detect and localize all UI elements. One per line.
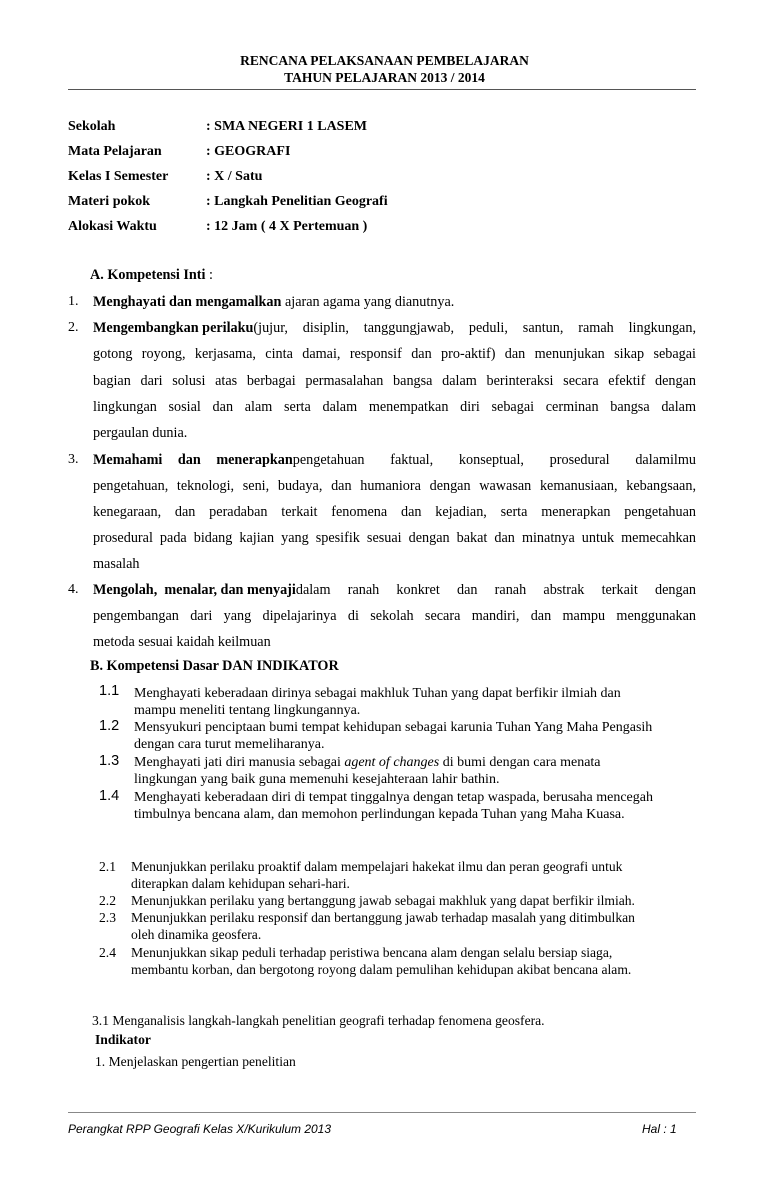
ki-text: prosedural pada bidang kajian yang spesifik sesuai dengan bakat dan minatnya untuk memecahkan (93, 530, 696, 546)
footer-left: Perangkat RPP Geografi Kelas X/Kurikulum 2013 (68, 1122, 332, 1136)
identity-label: Materi pokok (68, 194, 151, 209)
ki-lead: Menghayati dan mengamalkan (93, 294, 282, 310)
kd-text: Menunjukkan sikap peduli terhadap peristiwa bencana alam dengan selalu bersiap siaga, (131, 945, 613, 960)
footer-divider (68, 1112, 696, 1113)
kd-text: Menunjukkan perilaku proaktif dalam mempelajari hakekat ilmu dan peran geografi untuk (131, 859, 623, 874)
ki-line (93, 452, 696, 469)
kd-number: 2.4 (99, 945, 116, 960)
ki-text: kenegaraan, dan peradaban terkait fenomena dan kejadian, serta menerapkan pengetahuan (93, 504, 696, 520)
ki-text: dalam ranah konkret dan ranah abstrak terkait dengan (295, 582, 696, 598)
kd-text: membantu korban, dan bergotong royong dalam pemulihan kehidupan akibat bencana alam. (131, 962, 632, 977)
document-title: RENCANA PELAKSANAAN PEMBELAJARAN (240, 53, 529, 68)
kd-text: Menghayati keberadaan dirinya sebagai makhluk Tuhan yang dapat berfikir ilmiah dan (134, 686, 621, 701)
ki-text: metoda sesuai kaidah keilmuan (93, 634, 271, 650)
kd-text: Menghayati keberadaan diri di tempat tinggalnya dengan tetap waspada, berusaha mencegah (134, 790, 653, 805)
kd-number: 1.4 (99, 788, 120, 804)
ki-text: ajaran agama yang dianutnya. (281, 294, 455, 310)
page-number: Hal : 1 (642, 1122, 677, 1136)
kd-text-part: di bumi dengan cara menata (439, 755, 601, 770)
kd-text (134, 754, 601, 771)
kd-text: dengan cara turut memeliharanya. (134, 737, 325, 752)
identity-label: Sekolah (68, 119, 116, 134)
kd-text-part: Menghayati jati diri manusia sebagai (134, 755, 345, 770)
kd-text: lingkungan yang baik guna memenuhi kesejahteraan lahir bathin. (134, 772, 500, 787)
kd-text: Menunjukkan perilaku responsif dan bertanggung jawab terhadap masalah yang ditimbulkan (131, 910, 635, 925)
ki-number: 2. (68, 320, 79, 335)
identity-value: : X / Satu (206, 169, 263, 184)
ki-text: gotong royong, kerjasama, cinta damai, responsif dan pro-aktif) dan menunjukan sikap sebagai (93, 346, 696, 362)
ki-text: pergaulan dunia. (93, 425, 188, 441)
kd-number: 2.3 (99, 910, 116, 925)
kd-text: timbulnya bencana alam, dan memohon perlindungan kepada Tuhan yang Maha Kuasa. (134, 807, 625, 822)
identity-value: : Langkah Penelitian Geografi (206, 194, 388, 209)
document-subtitle: TAHUN PELAJARAN 2013 / 2014 (284, 70, 485, 85)
kd-text-italic: agent of changes (344, 755, 440, 770)
ki-lead: Mengolah, menalar, dan menyaji (93, 582, 296, 598)
ki-text: pengetahuan, teknologi, seni, budaya, dan humaniora dengan wawasan kemanusiaan, kebangsaan, (93, 478, 696, 494)
section-b-heading: B. Kompetensi Dasar DAN INDIKATOR (90, 658, 339, 674)
kd-text: oleh dinamika geosfera. (131, 927, 262, 942)
identity-label: Alokasi Waktu (68, 219, 157, 234)
kd-number: 2.1 (99, 859, 116, 874)
kd-number: 1.2 (99, 718, 120, 734)
ki-text: lingkungan sosial dan alam serta dalam menempatkan diri sebagai cerminan bangsa dalam (93, 399, 696, 415)
section-a-heading (90, 267, 213, 284)
identity-value: : 12 Jam ( 4 X Pertemuan ) (206, 219, 368, 234)
kd-text: 3.1 Menganalisis langkah-langkah penelitian geografi terhadap fenomena geosfera. (92, 1013, 545, 1028)
ki-line (93, 582, 696, 599)
header-divider (68, 89, 696, 90)
identity-label: Mata Pelajaran (68, 144, 162, 159)
ki-text: (jujur, disiplin, tanggungjawab, peduli, santun, ramah lingkungan, (253, 320, 696, 336)
ki-text: pengembangan dari yang dipelajarinya di sekolah secara mandiri, dan mampu menggunakan (93, 608, 696, 624)
kd-number: 2.2 (99, 893, 116, 908)
ki-lead: Mengembangkan perilaku (93, 320, 254, 336)
ki-lead: Memahami dan menerapkan (93, 452, 293, 468)
kd-text: Menunjukkan perilaku yang bertanggung jawab sebagai makhluk yang dapat berfikir ilmiah. (131, 893, 635, 908)
section-a-colon: : (205, 267, 213, 283)
ki-number: 3. (68, 452, 79, 467)
indikator-heading: Indikator (95, 1032, 151, 1047)
identity-value: : SMA NEGERI 1 LASEM (206, 119, 368, 134)
kd-text: Mensyukuri penciptaan bumi tempat kehidupan sebagai karunia Tuhan Yang Maha Pengasih (134, 720, 653, 735)
ki-text: pengetahuan faktual, konseptual, prosedural dalamilmu (292, 452, 696, 468)
ki-text: bagian dari solusi atas berbagai permasalahan bangsa dalam berinteraksi secara efektif dengan (93, 373, 696, 389)
ki-number: 1. (68, 294, 79, 309)
indikator-item: 1. Menjelaskan pengertian penelitian (95, 1054, 296, 1069)
kd-number: 1.1 (99, 683, 120, 699)
kd-text: diterapkan dalam kehidupan sehari-hari. (131, 876, 350, 891)
ki-number: 4. (68, 582, 79, 597)
ki-text: masalah (93, 556, 140, 572)
kd-number: 1.3 (99, 753, 120, 769)
identity-value: : GEOGRAFI (206, 144, 291, 159)
ki-line (93, 294, 454, 311)
section-a-title: A. Kompetensi Inti (90, 267, 206, 283)
kd-text: mampu meneliti tentang lingkungannya. (134, 703, 361, 718)
ki-line (93, 320, 696, 337)
identity-label: Kelas I Semester (68, 169, 169, 184)
